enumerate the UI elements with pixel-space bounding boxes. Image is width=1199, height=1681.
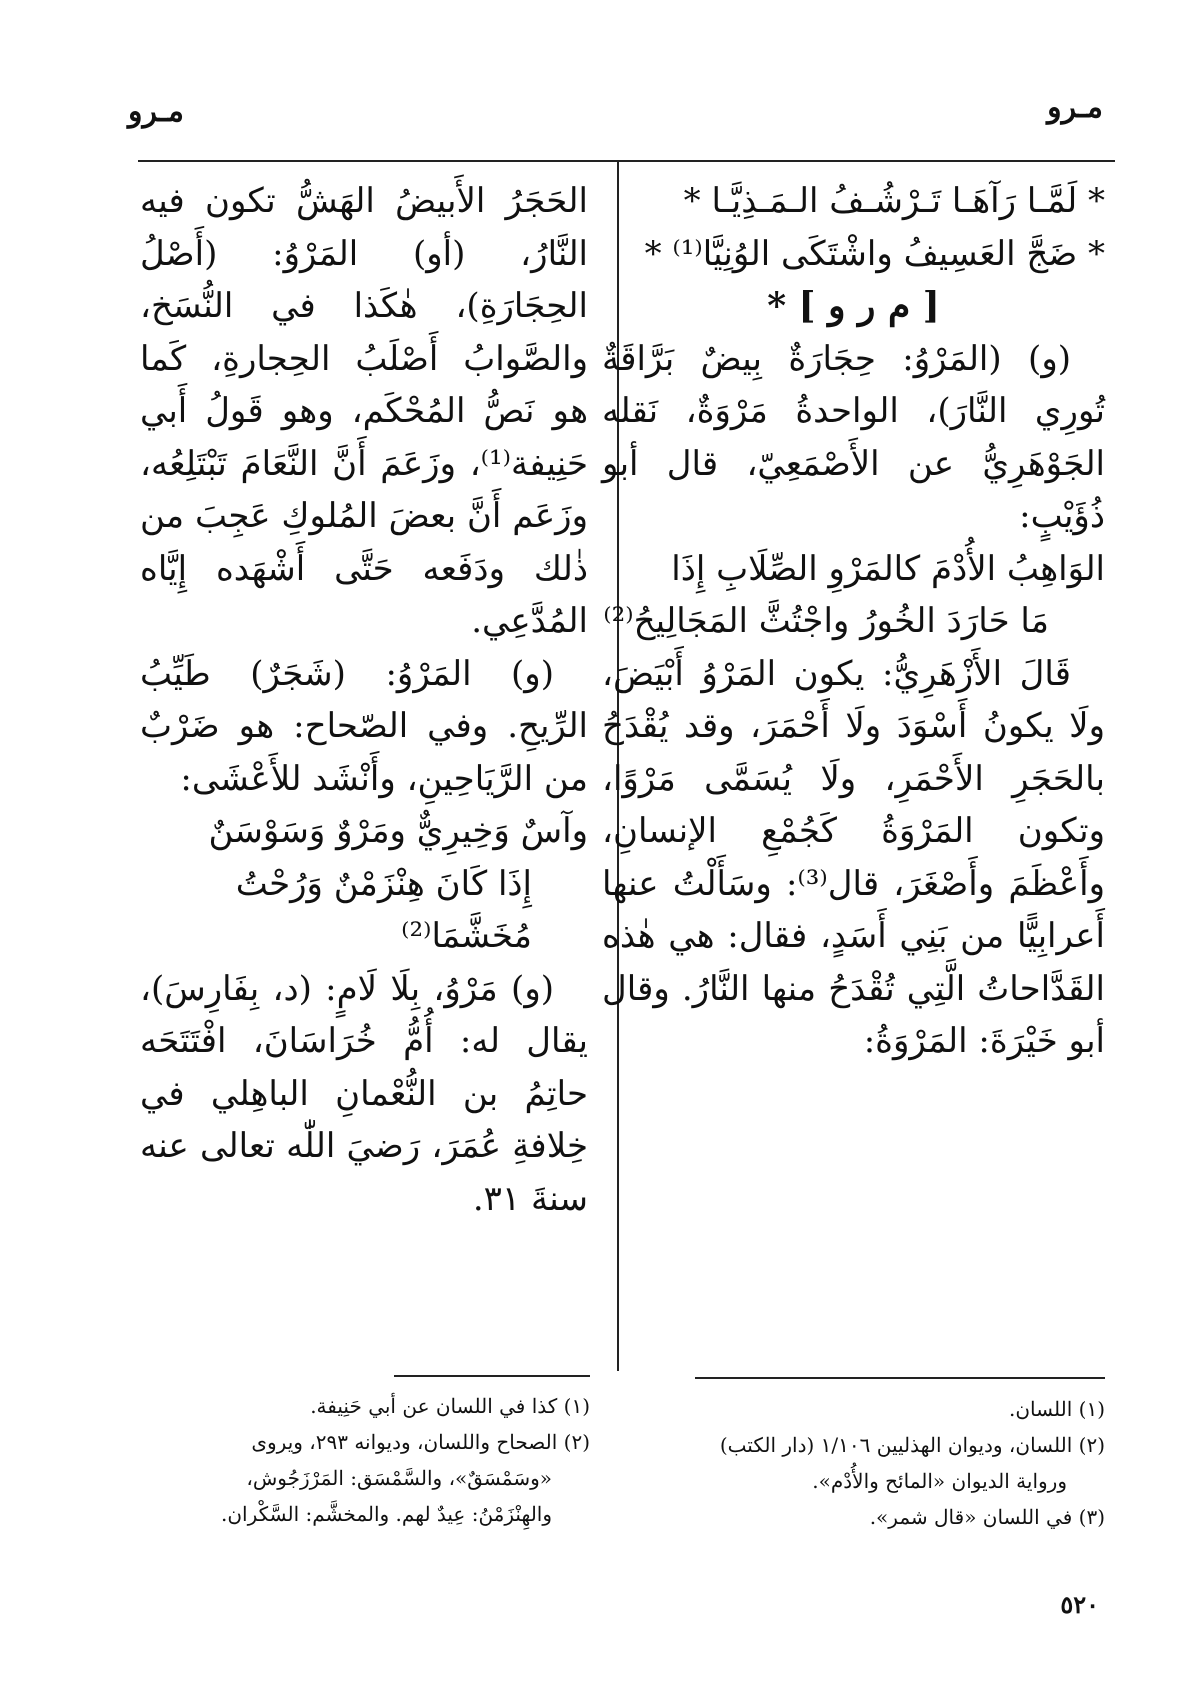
entry-heading: [ م ر و ] * — [767, 285, 940, 327]
footnote: (١) كذا في اللسان عن أبي حَنِيفة. — [310, 1394, 590, 1418]
footnote-rule — [394, 1375, 590, 1377]
footnote: (٢) الصحاح واللسان، وديوانه ٢٩٣، ويروى — [251, 1430, 590, 1454]
verse-line: * لَمَّـا رَآهَـا تَـرْشُـفُ الـمَـذِيَّـا * — [683, 181, 1105, 221]
footnotes-right — [585, 1391, 1105, 1535]
footnote: (٣) في اللسان «قال شمر». — [869, 1505, 1105, 1529]
running-head-right: مـرو — [1047, 90, 1103, 125]
definition-paragraph: (و) مَرْوُ، بِلَا لَامٍ: (د، بِفَارِسَ)، يقال له: أُمُّ خُرَاسَانَ، افْتَتَحَه حاتِمُ بن النُّعْمانِ الباهِلي في خِلافةِ عُمَرَ، رَضيَ اللّٰه تعالى عنه سنةَ ٣١. — [140, 968, 588, 1219]
left-column — [140, 175, 588, 1225]
footnote: (١) اللسان. — [1009, 1397, 1105, 1421]
footnote-continuation: «وسَمْسَقٌ»، والسَّمْسَق: المَرْزَجُوش، — [246, 1466, 552, 1490]
poem-line: وآسٌ وَخِيرِيٌّ ومَرْوٌ وَسَوْسَنٌ — [208, 811, 588, 851]
poem-line: مَا حَارَدَ الخُورُ واجْتُثَّ المَجَالِيحُ⁽²⁾ — [603, 601, 1049, 641]
definition-paragraph: الحَجَرُ الأَبيضُ الهَشُّ تكون فيه النَّارُ، (أو) المَرْوُ: (أَصْلُ الحِجَارَةِ)، هٰكَذا في النُّسَخ، والصَّوابُ أَصْلَبُ الحِجارةِ، كَما هو نَصُّ المُحْكَم، وهو قَولُ أَبي حَنِيفة⁽¹⁾، وزَعَمَ أَنَّ النَّعَامَ تَبْتَلِعُه، وزَعَم أَنَّ بعضَ المُلوكِ عَجِبَ من ذٰلك ودَفَعه حَتَّى أَشْهَده إِيَّاه المُدَّعِي. — [140, 181, 588, 641]
footnote-rule — [695, 1377, 1105, 1379]
page-number: ٥٢٠ — [1060, 1590, 1099, 1619]
poem-line: الوَاهِبُ الأُدْمَ كالمَرْوِ الصِّلَابِ إِذَا — [671, 548, 1105, 589]
footnote-continuation: والهِنْزَمْنُ: عِيدٌ لهم. والمخشَّم: السَّكْران. — [221, 1502, 552, 1526]
verse-line: * ضَجَّ العَسِيفُ واشْتَكَى الوُنِيَّا⁽¹⁾ * — [644, 233, 1105, 274]
footnotes-left — [140, 1388, 590, 1532]
running-head-left: مـرو — [128, 94, 184, 129]
header-rule — [138, 160, 1115, 162]
footnote: (٢) اللسان، وديوان الهذليين ١/١٠٦ (دار الكتب) — [719, 1433, 1105, 1457]
footnote-continuation: ورواية الديوان «المائح والأُدْم». — [812, 1469, 1067, 1493]
definition-paragraph: (و) (المَرْوُ: حِجَارَةٌ بِيضٌ بَرَّاقَةٌ تُورِي النَّارَ)، الواحدةُ مَرْوَةٌ، نَقله الجَوْهَرِيُّ عن الأَصْمَعِيّ، قال أبو ذُؤَيْبٍ: — [602, 338, 1105, 536]
poem-line: إِذَا كَانَ هِنْزَمْنٌ وَرُحْتُ مُخَشَّمَا⁽²⁾ — [235, 863, 532, 956]
definition-paragraph: قَالَ الأَزْهَرِيُّ: يكون المَرْوُ أَبْيَضَ، ولَا يكونُ أَسْوَدَ ولَا أَحْمَرَ، وقد يُقْدَحُ بالحَجَرِ الأَحْمَرِ، ولَا يُسَمَّى مَرْوًا، وتكون المَرْوَةُ كَجُمْعِ الإنسانِ، وأَعْظَمَ وأَصْغَرَ، قال⁽³⁾: وسَأَلْتُ عنها أَعرابِيًّا من بَنِي أَسَدٍ، فقال: هي هٰذه القَدَّاحاتُ الَّتِي تُقْدَحُ منها النَّارُ. وقال أبو خَيْرَةَ: المَرْوَةُ: — [602, 653, 1106, 1061]
definition-paragraph: (و) المَرْوُ: (شَجَرٌ) طَيِّبُ الرِّيحِ. وفي الصّحاح: هو ضَرْبٌ من الرَّيَاحِينِ، وأَنْشَد للأَعْشَى: — [140, 653, 588, 799]
right-column — [602, 175, 1105, 1068]
